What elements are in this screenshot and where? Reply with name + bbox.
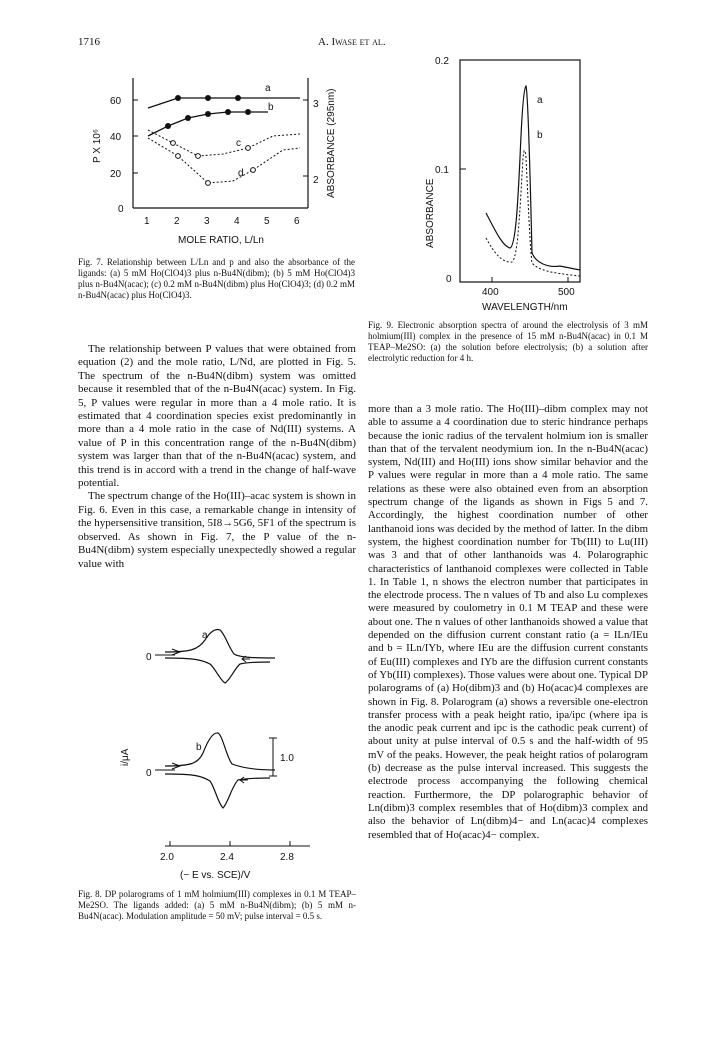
fig8-caption: Fig. 8. DP polarograms of 1 mM holmium(III) complexes in 0.1 M TEAP–Me2SO. The ligands added: (a) 5 mM n-Bu4N(dibm); (b) 5 mM n-Bu4N(acac). Modulation amplitude = 50 mV; pulse interval = 0.5 s. — [78, 889, 356, 921]
running-title: A. Iwase et al. — [318, 36, 386, 48]
fig7-y2-tick: 2 — [313, 175, 319, 186]
fig7-y-label: P X 10⁶ — [92, 129, 103, 163]
fig7-x-tick: 6 — [294, 216, 300, 227]
fig7-curve-label: a — [265, 83, 271, 94]
fig7-curve-label: b — [268, 102, 274, 113]
fig8-x-tick: 2.4 — [220, 852, 234, 863]
figure-9 — [420, 48, 600, 318]
fig9-y-tick: 0.1 — [435, 165, 449, 176]
fig9-y-tick: 0 — [446, 274, 452, 285]
fig8-zero-label: 0 — [146, 652, 152, 663]
paragraph: The relationship between P values that were obtained from equation (2) and the mole ratio, L/Nd, are plotted in Fig. 5. The spectrum of the n-Bu4N(dibm) system was omitted because it resembled that of the n-Bu4N(acac) system. In Fig. 5, P values were regular in more than a 4 mole ratio. It is estimated that 4 coordination species exist predominantly in more than a 4 mole ratio in the case of Nd(III) systems. A value of P in this concentration range of the n-Bu4N(dibm) system was larger than that of the n-Bu4N(acac) system, and this trend is in accord with a trend in the change of half-wave potential. — [78, 343, 356, 490]
fig7-x-tick: 5 — [264, 216, 270, 227]
fig9-x-label: WAVELENGTH/nm — [482, 302, 568, 313]
fig7-x-tick: 1 — [144, 216, 150, 227]
fig9-curve-label: b — [537, 130, 543, 141]
fig7-x-label: MOLE RATIO, L/Ln — [178, 235, 264, 246]
fig9-caption: Fig. 9. Electronic absorption spectra of around the electrolysis of 3 mM holmium(III) complex in the presence of 15 mM n-Bu4N(acac) in 0.1 M TEAP–Me2SO: (a) the solution before electrolysis; (b) a solution after electrolytic reduction for 4 h. — [368, 320, 648, 363]
fig7-y-tick: 60 — [110, 96, 122, 107]
fig8-x-tick: 2.8 — [280, 852, 294, 863]
fig8-curve-label: b — [196, 742, 202, 753]
fig8-y-label: i/μA — [120, 748, 131, 766]
fig8-curve-label: a — [202, 630, 208, 641]
paragraph: The spectrum change of the Ho(III)–acac system is shown in Fig. 6. Even in this case, a remarkable change in intensity of the hypersensitive transition, 5I8→5G6, 5F1 of the spectrum is observed. As shown in Fig. 7, the P value of the n-Bu4N(dibm) system especially unexpectedly showed a regular value with — [78, 490, 357, 570]
fig7-curve-label: c — [236, 138, 241, 149]
right-body-text — [368, 403, 648, 842]
fig8-x-tick: 2.0 — [160, 852, 174, 863]
left-body-text — [78, 343, 356, 571]
fig9-y-tick: 0.2 — [435, 56, 449, 67]
fig7-y2-label: ABSORBANCE (295nm) — [326, 88, 337, 198]
fig7-curve-label: d — [238, 168, 244, 179]
fig9-curve-label: a — [537, 95, 543, 106]
fig8-x-label: (− E vs. SCE)/V — [180, 870, 251, 881]
fig8-zero-label: 0 — [146, 768, 152, 779]
fig7-caption: Fig. 7. Relationship between L/Ln and p and also the absorbance of the ligands: (a) 5 mM Ho(ClO4)3 plus n-Bu4N(dibm); (b) 5 mM Ho(ClO4)3 plus n-Bu4N(acac); (c) 0.2 mM n-Bu4N(dibm) plus Ho(ClO4)3; (d) 0.2 mM n-Bu4N(acac) plus Ho(ClO4)3. — [78, 257, 355, 300]
fig9-y-label: ABSORBANCE — [425, 178, 436, 248]
fig9-x-tick: 400 — [482, 287, 499, 298]
fig7-y-tick: 0 — [118, 204, 124, 215]
fig7-y-tick: 40 — [110, 132, 122, 143]
fig8-scale-bar: 1.0 — [280, 753, 294, 764]
fig7-x-tick: 3 — [204, 216, 210, 227]
page-number: 1716 — [78, 36, 100, 48]
fig7-y2-tick: 3 — [313, 99, 319, 110]
fig7-x-tick: 4 — [234, 216, 240, 227]
fig9-x-tick: 500 — [558, 287, 575, 298]
figure-7 — [78, 58, 353, 253]
paragraph: more than a 3 mole ratio. The Ho(III)–dibm complex may not able to assume a 4 coordination due to steric hindrance perhaps because the ionic radius of the tervalent holmium ion is smaller than that of the tervalent neodymium ion. In the n-Bu4N(acac) system, Nd(III) and Ho(III) ions show similar behavior and the P values were regular in more than a 4 mole ratio. The same relations as these were also obtained even from an absorption spectrum change of the ligands as shown in Figs 5 and 7. Accordingly, the highest coordination number of other lanthanoid ions was decided by the method of latter. In the dibm system, the highest coordination number for Tb(III) to Lu(III) was 3 and that of other lanthanoids was 4. Polarographic characteristics of lanthanoid complexes were collected in Table 1. In Table 1, n shows the electron number that participates in the electrode process. The n values of Tb and also Lu complexes were measured by coulometry in 0.1 M TEAP and these were about one. The n values of other lanthanoids showed a value that depended on the diffusion current constant ratio (a = ILn/IEu and b = ILn/IYb, where IEu are the diffusion current constants of Eu(III) complexes and IYb are the diffusion current constants of Yb(III) complexes). Those values were about one. Typical DP polarograms of (a) Ho(dibm)3 and (b) Ho(acac)4 complexes are shown in Fig. 8. Polarogram (a) shows a reversible one-electron transfer process with a peak height ratio, ipa/ipc (where ipa is the anodic peak current and ipc is the cathodic peak current) of about unity at pulse interval of 0.5 s and the half-width of 95 mV of the peaks. However, the peak height ratios of polarogram (b) decrease as the pulse interval increased. This suggests the electrode process accompanying the following chemical reaction. Furthermore, the DP polarographic behavior of Ln(dibm)3 complex resembles that of Ho(dibm)3 complex and also the behavior of Ln(dibm)4− and Ln(acac)4 complexes resembled that of Ho(acac)4− complex. — [368, 403, 648, 841]
fig7-x-tick: 2 — [174, 216, 180, 227]
figure-8 — [110, 628, 350, 886]
fig7-y-tick: 20 — [110, 169, 122, 180]
